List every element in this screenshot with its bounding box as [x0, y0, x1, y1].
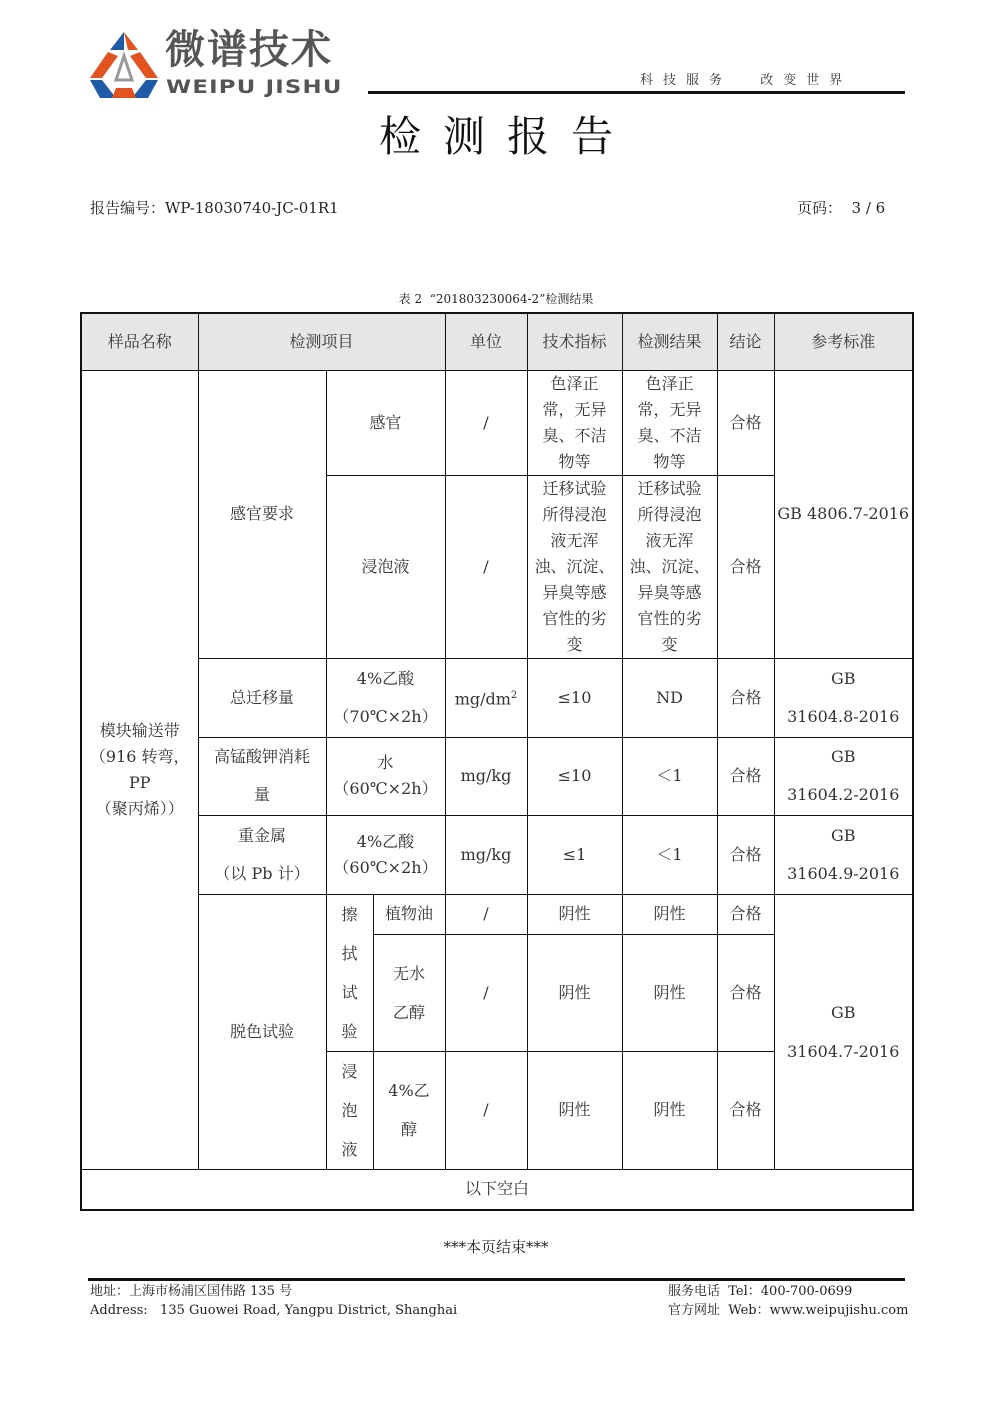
table-row — [81, 370, 913, 475]
unit: / — [445, 475, 527, 658]
table-row — [81, 1169, 913, 1210]
condition: 水 （60℃×2h） — [326, 737, 445, 815]
footer-address — [90, 1282, 457, 1320]
spec: 阴性 — [527, 1051, 622, 1169]
header-cell: 样品名称 — [81, 313, 198, 370]
item: 4%乙 醇 — [373, 1051, 445, 1169]
result: ＜1 — [622, 815, 717, 894]
address-en: Address: 135 Guowei Road, Yangpu District, Shanghai — [90, 1303, 458, 1318]
table-row — [81, 815, 913, 894]
header-cell: 检测项目 — [198, 313, 445, 370]
spec: 阴性 — [527, 894, 622, 934]
unit — [445, 658, 527, 737]
item: 重金属 （以 Pb 计） — [198, 815, 326, 894]
result: ＜1 — [622, 737, 717, 815]
header-cell: 结论 — [717, 313, 774, 370]
sub-group: 擦 拭 试 验 — [326, 894, 373, 1051]
table-row — [81, 737, 913, 815]
conclusion: 合格 — [717, 934, 774, 1051]
item: 感官 — [326, 370, 445, 475]
result: 阴性 — [622, 894, 717, 934]
header-cell: 单位 — [445, 313, 527, 370]
tel: 服务电话 Tel：400-700-0699 — [668, 1284, 853, 1299]
page-number: 页码： 3 / 6 — [797, 199, 886, 217]
result: 色泽正 常，无异 臭、不洁 物等 — [622, 370, 717, 475]
unit-sup: 2 — [510, 689, 518, 701]
conclusion: 合格 — [717, 737, 774, 815]
conclusion: 合格 — [717, 815, 774, 894]
item: 总迁移量 — [198, 658, 326, 737]
item: 浸泡液 — [326, 475, 445, 658]
sub-group: 浸 泡 液 — [326, 1051, 373, 1169]
standard: GB 31604.9-2016 — [774, 815, 913, 894]
footer-divider — [88, 1278, 905, 1281]
conclusion: 合格 — [717, 370, 774, 475]
blank-note: 以下空白 — [81, 1169, 913, 1210]
result: 阴性 — [622, 934, 717, 1051]
header-divider — [368, 91, 905, 94]
footer-contact — [668, 1282, 908, 1320]
standard: GB 31604.2-2016 — [774, 737, 913, 815]
unit: mg/kg — [445, 815, 527, 894]
item: 植物油 — [373, 894, 445, 934]
spec: 阴性 — [527, 934, 622, 1051]
header-cell: 参考标准 — [774, 313, 913, 370]
spec: ≤1 — [527, 815, 622, 894]
item: 无水 乙醇 — [373, 934, 445, 1051]
condition: 4%乙酸 （60℃×2h） — [326, 815, 445, 894]
standard: GB 4806.7-2016 — [774, 370, 913, 658]
page-title: 检测报告 — [378, 112, 635, 161]
spec: 迁移试验 所得浸泡 液无浑 浊、沉淀、 异臭等感 官性的劣 变 — [527, 475, 622, 658]
sample-name: 模块输送带 （916 转弯， PP （聚丙烯）） — [81, 370, 198, 1169]
header-cell: 技术指标 — [527, 313, 622, 370]
conclusion: 合格 — [717, 1051, 774, 1169]
spec: ≤10 — [527, 737, 622, 815]
conclusion: 合格 — [717, 658, 774, 737]
company-logo-icon — [88, 30, 160, 100]
slogan: 科技服务 改变世界 — [640, 73, 853, 88]
unit: / — [445, 894, 527, 934]
brand-name-cn: 微谱技术 — [165, 27, 333, 73]
item: 高锰酸钾消耗 量 — [198, 737, 326, 815]
item-group: 感官要求 — [198, 370, 326, 658]
conclusion: 合格 — [717, 475, 774, 658]
brand-name-en: WEIPU JISHU — [166, 76, 343, 98]
spec: ≤10 — [527, 658, 622, 737]
spec: 色泽正 常，无异 臭、不洁 物等 — [527, 370, 622, 475]
table-header-row — [81, 313, 913, 370]
table-row — [81, 894, 913, 934]
standard: GB 31604.7-2016 — [774, 894, 913, 1169]
unit: / — [445, 370, 527, 475]
web: 官方网址 Web：www.weipujishu.com — [668, 1303, 909, 1318]
results-table — [80, 312, 914, 1211]
item-group: 脱色试验 — [198, 894, 326, 1169]
conclusion: 合格 — [717, 894, 774, 934]
result: 迁移试验 所得浸泡 液无浑 浊、沉淀、 异臭等感 官性的劣 变 — [622, 475, 717, 658]
unit: / — [445, 934, 527, 1051]
unit: mg/kg — [445, 737, 527, 815]
standard: GB 31604.8-2016 — [774, 658, 913, 737]
table-caption: 表 2 “201803230064-2”检测结果 — [398, 292, 594, 306]
report-number: 报告编号：WP-18030740-JC-01R1 — [90, 199, 339, 217]
result: 阴性 — [622, 1051, 717, 1169]
unit-text: mg/dm — [454, 689, 511, 709]
table-row — [81, 658, 913, 737]
header-cell: 检测结果 — [622, 313, 717, 370]
address-cn: 地址：上海市杨浦区国伟路 135 号 — [90, 1284, 293, 1299]
unit: / — [445, 1051, 527, 1169]
end-note: ***本页结束*** — [443, 1238, 549, 1256]
condition: 4%乙酸 （70℃×2h） — [326, 658, 445, 737]
result: ND — [622, 658, 717, 737]
